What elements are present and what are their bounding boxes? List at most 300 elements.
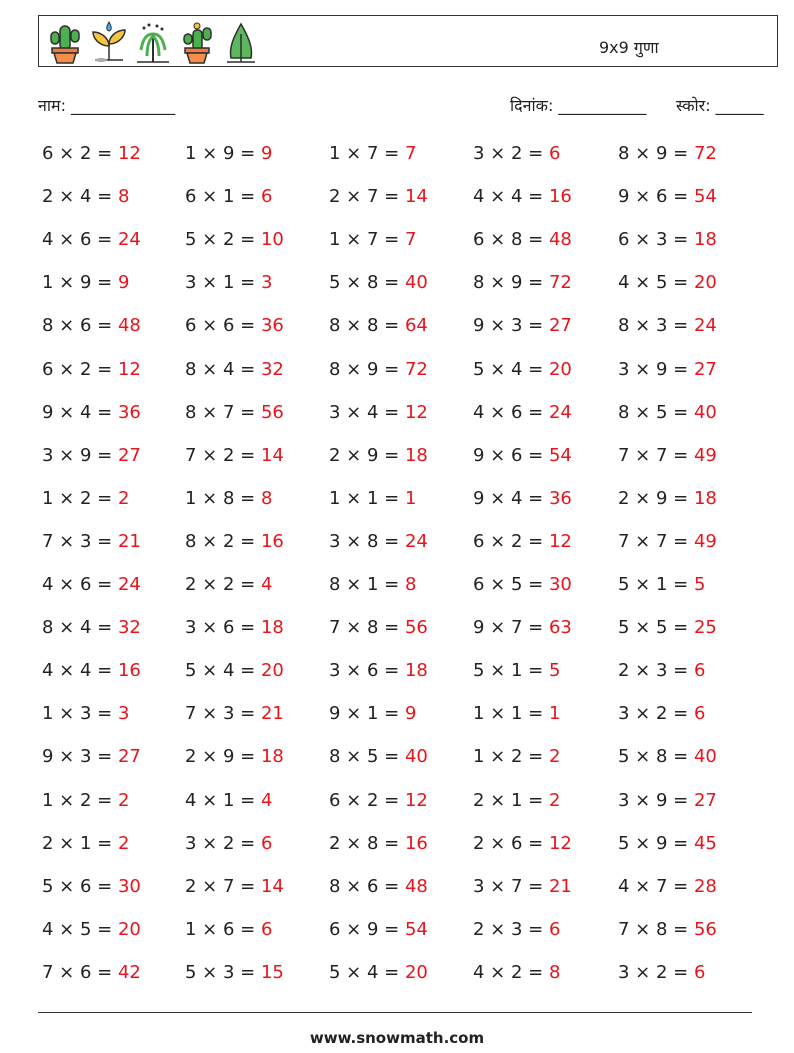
problem-question: 8 × 5 = (329, 746, 405, 768)
problem-item (185, 962, 284, 983)
problem-item (329, 359, 428, 380)
problem-item (329, 574, 416, 595)
problem-item (329, 617, 428, 638)
problem-answer: 18 (260, 617, 284, 639)
problem-question: 3 × 2 = (618, 961, 694, 983)
problem-question: 3 × 8 = (329, 530, 405, 552)
problem-item (473, 919, 560, 940)
problem-question: 2 × 9 = (618, 487, 694, 509)
problem-answer: 2 (117, 789, 130, 811)
problem-answer: 18 (693, 487, 717, 509)
problem-answer: 40 (693, 401, 717, 423)
problem-answer: 24 (117, 229, 141, 251)
problem-answer: 27 (117, 444, 141, 466)
problem-item (185, 574, 272, 595)
problem-answer: 4 (260, 789, 273, 811)
problem-question: 3 × 2 = (618, 703, 694, 725)
problem-question: 8 × 9 = (329, 358, 405, 380)
problem-question: 1 × 2 = (473, 746, 549, 768)
problem-item (618, 962, 705, 983)
problem-answer: 72 (548, 272, 572, 294)
problem-question: 5 × 4 = (329, 961, 405, 983)
problem-item (473, 186, 572, 207)
problem-answer: 12 (548, 832, 572, 854)
problem-answer: 6 (260, 832, 273, 854)
problem-item (185, 746, 284, 767)
problem-item (473, 315, 572, 336)
problem-item (618, 574, 705, 595)
problem-answer: 1 (404, 487, 417, 509)
problem-question: 9 × 3 = (473, 315, 549, 337)
problem-question: 6 × 2 = (473, 530, 549, 552)
problem-item (42, 703, 129, 724)
problem-item (185, 703, 284, 724)
problem-answer: 12 (117, 358, 141, 380)
problem-question: 2 × 1 = (473, 789, 549, 811)
problem-answer: 21 (117, 530, 141, 552)
problem-item (473, 833, 572, 854)
problem-answer: 24 (404, 530, 428, 552)
problem-question: 4 × 4 = (473, 186, 549, 208)
problem-question: 8 × 4 = (185, 358, 261, 380)
problem-item (329, 488, 416, 509)
problem-item (185, 359, 284, 380)
header-box (38, 15, 778, 67)
problem-answer: 4 (260, 574, 273, 595)
problem-question: 3 × 6 = (185, 617, 261, 639)
problem-answer: 15 (260, 961, 284, 983)
problem-answer: 27 (693, 358, 717, 380)
problem-item (42, 445, 141, 466)
problem-item (329, 746, 428, 767)
problem-item (618, 315, 717, 336)
problem-question: 2 × 4 = (42, 186, 118, 208)
problem-answer: 3 (117, 703, 130, 725)
problem-item (185, 488, 272, 509)
problem-item (185, 833, 272, 854)
problem-item (473, 531, 572, 552)
problem-answer: 8 (548, 961, 561, 983)
problem-answer: 9 (117, 272, 130, 294)
problem-question: 8 × 6 = (42, 315, 118, 337)
problem-question: 3 × 4 = (329, 401, 405, 423)
problem-item (618, 660, 705, 681)
problem-item (329, 790, 428, 811)
problem-question: 2 × 3 = (473, 918, 549, 940)
problem-question: 5 × 6 = (42, 875, 118, 897)
problem-item (473, 790, 560, 811)
problem-question: 2 × 1 = (42, 832, 118, 854)
problem-item (618, 617, 717, 638)
problem-answer: 21 (548, 875, 572, 897)
problem-question: 3 × 7 = (473, 875, 549, 897)
problem-question: 2 × 8 = (329, 832, 405, 854)
problem-answer: 27 (548, 315, 572, 337)
problem-answer: 6 (693, 660, 706, 682)
problem-question: 6 × 2 = (42, 143, 118, 164)
problem-item (185, 876, 284, 897)
problem-answer: 9 (404, 703, 417, 725)
problem-question: 2 × 6 = (473, 832, 549, 854)
problem-answer: 32 (117, 617, 141, 639)
problem-answer: 12 (404, 401, 428, 423)
problem-item (329, 531, 428, 552)
problem-item (618, 143, 717, 164)
problem-answer: 14 (260, 875, 284, 897)
problem-question: 5 × 8 = (329, 272, 405, 294)
problem-question: 1 × 1 = (473, 703, 549, 725)
problem-question: 5 × 3 = (185, 961, 261, 983)
problem-answer: 10 (260, 229, 284, 251)
problem-question: 1 × 3 = (42, 703, 118, 725)
problem-question: 8 × 6 = (329, 875, 405, 897)
problem-answer: 2 (117, 832, 130, 854)
problem-question: 2 × 7 = (329, 186, 405, 208)
problem-answer: 9 (260, 143, 273, 164)
problem-answer: 28 (693, 875, 717, 897)
problem-answer: 36 (117, 401, 141, 423)
problem-item (185, 445, 284, 466)
problem-answer: 5 (693, 574, 706, 595)
problem-answer: 49 (693, 444, 717, 466)
problem-answer: 18 (693, 229, 717, 251)
problem-answer: 49 (693, 530, 717, 552)
problem-answer: 56 (260, 401, 284, 423)
problem-answer: 2 (548, 746, 561, 768)
problem-item (185, 660, 284, 681)
problem-question: 6 × 8 = (473, 229, 549, 251)
problem-item (473, 445, 572, 466)
problem-question: 4 × 5 = (618, 272, 694, 294)
problem-answer: 16 (260, 530, 284, 552)
problem-answer: 40 (404, 746, 428, 768)
problem-item (473, 229, 572, 250)
problem-answer: 8 (260, 487, 273, 509)
problem-answer: 63 (548, 617, 572, 639)
problem-answer: 6 (693, 961, 706, 983)
problem-item (329, 445, 428, 466)
problem-question: 8 × 5 = (618, 401, 694, 423)
problem-answer: 24 (117, 574, 141, 595)
problem-answer: 7 (404, 229, 417, 251)
problem-question: 7 × 3 = (42, 530, 118, 552)
problem-item (618, 790, 717, 811)
problem-question: 2 × 7 = (185, 875, 261, 897)
problem-answer: 6 (548, 918, 561, 940)
problem-item (329, 143, 416, 164)
problem-question: 8 × 9 = (618, 143, 694, 164)
problem-question: 6 × 9 = (329, 918, 405, 940)
problem-question: 1 × 8 = (185, 487, 261, 509)
problem-item (473, 703, 560, 724)
worksheet-title: 9x9 गुणा (599, 38, 659, 57)
problem-item (42, 746, 141, 767)
problem-item (329, 876, 428, 897)
problem-item (185, 531, 284, 552)
problem-answer: 16 (117, 660, 141, 682)
problem-question: 3 × 6 = (329, 660, 405, 682)
problem-item (42, 833, 129, 854)
problem-question: 6 × 5 = (473, 574, 549, 595)
problem-answer: 42 (117, 961, 141, 983)
problem-question: 4 × 4 = (42, 660, 118, 682)
problem-question: 7 × 3 = (185, 703, 261, 725)
problem-item (473, 359, 572, 380)
problem-question: 5 × 9 = (618, 832, 694, 854)
problem-item (42, 531, 141, 552)
problem-answer: 6 (260, 918, 273, 940)
problem-question: 9 × 4 = (42, 401, 118, 423)
problem-question: 7 × 7 = (618, 530, 694, 552)
problem-item (329, 962, 428, 983)
problem-question: 1 × 9 = (42, 272, 118, 294)
problem-question: 8 × 1 = (329, 574, 405, 595)
problem-question: 4 × 6 = (42, 574, 118, 595)
problem-item (473, 402, 572, 423)
problem-question: 4 × 7 = (618, 875, 694, 897)
problem-item (42, 790, 129, 811)
problem-answer: 12 (404, 789, 428, 811)
problem-answer: 6 (260, 186, 273, 208)
problem-question: 3 × 9 = (618, 789, 694, 811)
problem-question: 9 × 3 = (42, 746, 118, 768)
cactus-pot-icon (45, 20, 85, 64)
problem-question: 4 × 1 = (185, 789, 261, 811)
problem-item (42, 962, 141, 983)
problem-question: 5 × 4 = (473, 358, 549, 380)
problem-question: 6 × 2 = (329, 789, 405, 811)
problem-question: 9 × 1 = (329, 703, 405, 725)
problem-question: 9 × 7 = (473, 617, 549, 639)
problem-question: 4 × 2 = (473, 961, 549, 983)
problem-item (42, 660, 141, 681)
problem-item (473, 962, 560, 983)
problem-item (42, 402, 141, 423)
problem-item (618, 531, 717, 552)
problem-answer: 18 (404, 660, 428, 682)
cactus-flower-icon (177, 20, 217, 64)
problem-item (618, 229, 717, 250)
problem-answer: 14 (260, 444, 284, 466)
problem-item (185, 919, 272, 940)
problem-question: 8 × 3 = (618, 315, 694, 337)
problem-question: 2 × 3 = (618, 660, 694, 682)
problem-answer: 20 (117, 918, 141, 940)
problem-answer: 56 (404, 617, 428, 639)
problem-answer: 20 (548, 358, 572, 380)
problem-item (618, 876, 717, 897)
problem-item (42, 186, 129, 207)
problem-question: 3 × 9 = (618, 358, 694, 380)
problem-answer: 2 (117, 487, 130, 509)
problem-answer: 2 (548, 789, 561, 811)
problem-item (42, 876, 141, 897)
problem-item (473, 143, 560, 164)
problem-question: 6 × 6 = (185, 315, 261, 337)
footer-url: www.snowmath.com (309, 1029, 485, 1047)
problem-question: 1 × 7 = (329, 143, 405, 164)
problem-answer: 36 (260, 315, 284, 337)
problem-answer: 18 (404, 444, 428, 466)
problem-question: 8 × 7 = (185, 401, 261, 423)
problem-item (473, 272, 572, 293)
problem-question: 9 × 6 = (473, 444, 549, 466)
problem-item (618, 703, 705, 724)
problem-answer: 7 (404, 143, 417, 164)
problem-answer: 3 (260, 272, 273, 294)
problem-answer: 21 (260, 703, 284, 725)
problem-answer: 27 (117, 746, 141, 768)
problem-question: 2 × 2 = (185, 574, 261, 595)
problem-question: 5 × 1 = (473, 660, 549, 682)
problem-answer: 64 (404, 315, 428, 337)
problem-question: 3 × 1 = (185, 272, 261, 294)
problem-item (42, 272, 129, 293)
problem-item (329, 703, 416, 724)
problem-answer: 48 (548, 229, 572, 251)
problem-answer: 16 (548, 186, 572, 208)
problem-item (329, 186, 428, 207)
problem-item (618, 746, 717, 767)
problem-answer: 20 (404, 961, 428, 983)
problem-answer: 1 (548, 703, 561, 725)
problem-item (618, 488, 717, 509)
problem-answer: 8 (117, 186, 130, 208)
problem-answer: 16 (404, 832, 428, 854)
problem-answer: 72 (693, 143, 717, 164)
problem-question: 9 × 6 = (618, 186, 694, 208)
problem-answer: 5 (548, 660, 561, 682)
problem-answer: 25 (693, 617, 717, 639)
problem-question: 7 × 7 = (618, 444, 694, 466)
problem-question: 6 × 1 = (185, 186, 261, 208)
problem-item (185, 272, 272, 293)
problem-question: 6 × 3 = (618, 229, 694, 251)
problem-answer: 24 (693, 315, 717, 337)
problem-answer: 56 (693, 918, 717, 940)
problem-answer: 6 (693, 703, 706, 725)
problem-item (618, 402, 717, 423)
problem-answer: 48 (117, 315, 141, 337)
problem-answer: 20 (260, 660, 284, 682)
problem-answer: 6 (548, 143, 561, 164)
name-field: नाम: _____________ (38, 96, 176, 115)
problem-item (185, 315, 284, 336)
problem-question: 4 × 6 = (42, 229, 118, 251)
problem-answer: 40 (693, 746, 717, 768)
problem-item (329, 315, 428, 336)
problem-item (42, 574, 141, 595)
problem-item (42, 488, 129, 509)
problem-answer: 32 (260, 358, 284, 380)
problem-question: 5 × 4 = (185, 660, 261, 682)
problem-question: 7 × 2 = (185, 444, 261, 466)
problem-question: 8 × 2 = (185, 530, 261, 552)
problem-item (42, 919, 141, 940)
problem-item (473, 746, 560, 767)
problem-item (618, 445, 717, 466)
problem-item (329, 660, 428, 681)
problem-item (618, 359, 717, 380)
score-field: स्कोर: ______ (676, 96, 764, 115)
problem-item (42, 315, 141, 336)
problem-question: 1 × 7 = (329, 229, 405, 251)
problem-item (42, 359, 141, 380)
problem-answer: 54 (404, 918, 428, 940)
sprout-icon (89, 20, 129, 64)
problem-question: 6 × 2 = (42, 358, 118, 380)
problem-question: 1 × 2 = (42, 487, 118, 509)
problem-item (329, 272, 428, 293)
problem-question: 4 × 6 = (473, 401, 549, 423)
problem-question: 1 × 9 = (185, 143, 261, 164)
problem-answer: 36 (548, 487, 572, 509)
problem-item (329, 833, 428, 854)
footer-divider (38, 1012, 752, 1013)
problem-item (618, 919, 717, 940)
problem-item (473, 488, 572, 509)
problem-question: 9 × 4 = (473, 487, 549, 509)
problem-answer: 8 (404, 574, 417, 595)
problem-question: 5 × 8 = (618, 746, 694, 768)
problem-question: 8 × 8 = (329, 315, 405, 337)
problem-question: 1 × 1 = (329, 487, 405, 509)
problem-answer: 45 (693, 832, 717, 854)
problem-item (618, 186, 717, 207)
problem-item (42, 617, 141, 638)
problem-item (329, 919, 428, 940)
problem-item (473, 574, 572, 595)
date-field: दिनांक: ___________ (510, 96, 647, 115)
problem-answer: 24 (548, 401, 572, 423)
problem-answer: 30 (548, 574, 572, 595)
problem-question: 1 × 2 = (42, 789, 118, 811)
problem-item (473, 660, 560, 681)
problem-question: 3 × 9 = (42, 444, 118, 466)
problem-question: 7 × 6 = (42, 961, 118, 983)
problem-item (42, 143, 141, 164)
problem-item (329, 402, 428, 423)
problem-answer: 48 (404, 875, 428, 897)
problem-question: 7 × 8 = (329, 617, 405, 639)
problem-question: 3 × 2 = (473, 143, 549, 164)
problem-item (329, 229, 416, 250)
problem-question: 7 × 8 = (618, 918, 694, 940)
problem-question: 1 × 6 = (185, 918, 261, 940)
problem-answer: 72 (404, 358, 428, 380)
problem-item (185, 186, 272, 207)
problem-answer: 54 (693, 186, 717, 208)
problem-answer: 20 (693, 272, 717, 294)
problem-question: 3 × 2 = (185, 832, 261, 854)
problem-item (185, 229, 284, 250)
problem-answer: 12 (117, 143, 141, 164)
problem-item (185, 402, 284, 423)
problem-answer: 12 (548, 530, 572, 552)
problem-question: 2 × 9 = (329, 444, 405, 466)
problem-question: 8 × 9 = (473, 272, 549, 294)
problem-item (618, 833, 717, 854)
problem-item (185, 790, 272, 811)
problem-answer: 14 (404, 186, 428, 208)
problem-question: 5 × 1 = (618, 574, 694, 595)
problem-item (42, 229, 141, 250)
willow-tree-icon (133, 20, 173, 64)
pine-tree-icon (221, 20, 261, 64)
problem-answer: 40 (404, 272, 428, 294)
problem-answer: 27 (693, 789, 717, 811)
problem-answer: 54 (548, 444, 572, 466)
